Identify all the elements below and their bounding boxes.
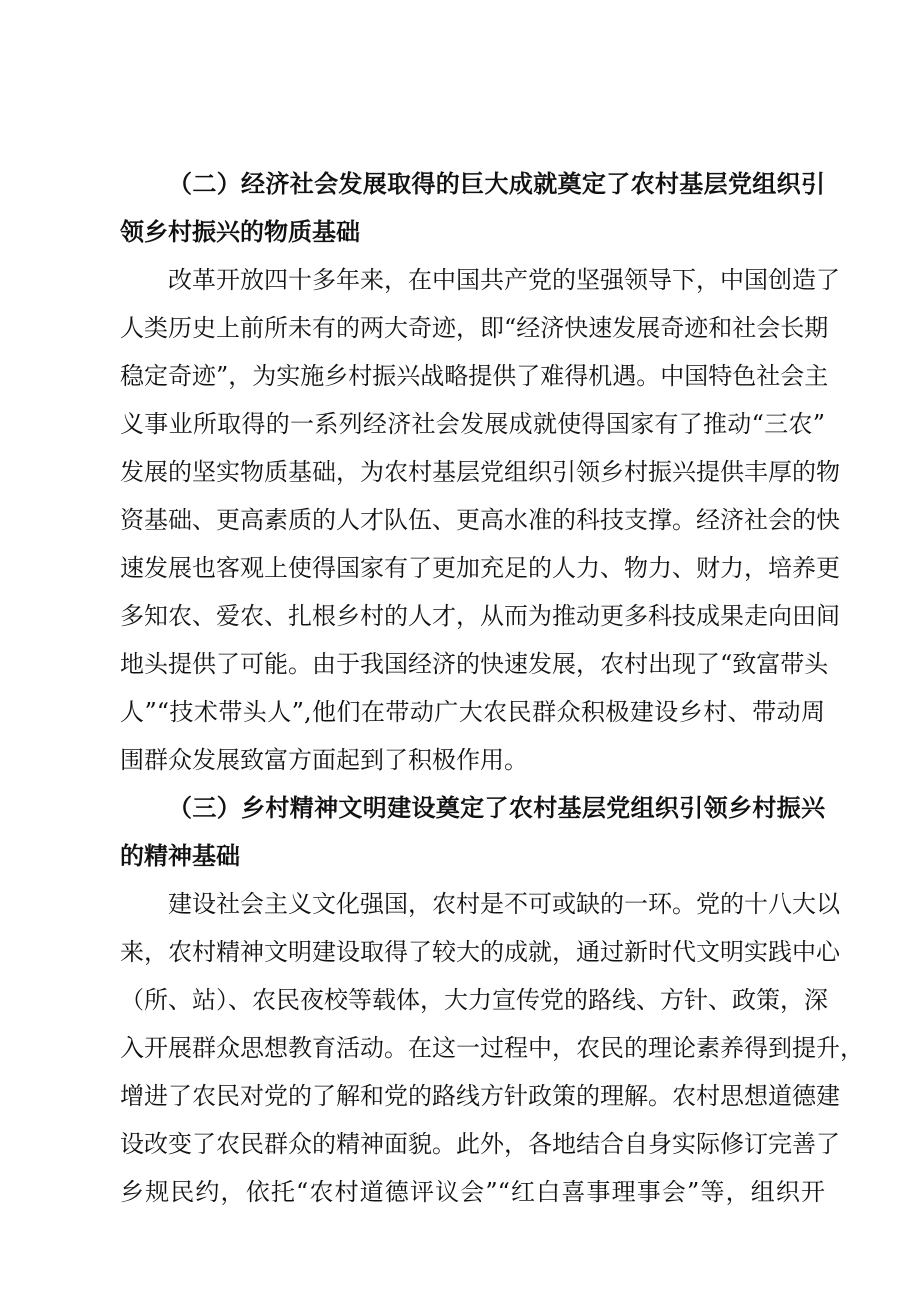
paragraph-line: 资基础、更高素质的人才队伍、更高水准的科技支撑。经济社会的快: [120, 506, 840, 534]
paragraph-line: 来，农村精神文明建设取得了较大的成就，通过新时代文明实践中心: [120, 938, 840, 966]
paragraph-line: 地头提供了可能。由于我国经济的快速发展，农村出现了“致富带头: [120, 650, 829, 678]
paragraph-line: 人类历史上前所未有的两大奇迹，即“经济快速发展奇迹和社会长期: [120, 314, 829, 342]
paragraph-line: 入开展群众思想教育活动。在这一过程中，农民的理论素养得到提升，: [120, 1034, 864, 1062]
paragraph-line: 速发展也客观上使得国家有了更加充足的人力、物力、财力，培养更: [120, 554, 840, 582]
section-3-paragraph: [120, 880, 864, 1216]
paragraph-line: 发展的坚实物质基础，为农村基层党组织引领乡村振兴提供丰厚的物: [120, 458, 840, 486]
section-3-heading: [120, 784, 825, 880]
paragraph-line: 人”“技术带头人”,他们在带动广大农民群众积极建设乡村、带动周: [120, 698, 825, 726]
paragraph-line: 改革开放四十多年来，在中国共产党的坚强领导下，中国创造了: [168, 266, 840, 294]
paragraph-line: 设改变了农民群众的精神面貌。此外，各地结合自身实际修订完善了: [120, 1130, 840, 1158]
heading-line: 的精神基础: [120, 841, 240, 870]
section-2-paragraph: [120, 256, 840, 784]
paragraph-line: （所、站）、农民夜校等载体，大力宣传党的路线、方针、政策，深: [120, 986, 828, 1014]
paragraph-line: 多知农、爱农、扎根乡村的人才，从而为推动更多科技成果走向田间: [120, 602, 840, 630]
heading-line: 领乡村振兴的物质基础: [120, 217, 360, 246]
paragraph-line: 稳定奇迹”，为实施乡村振兴战略提供了难得机遇。中国特色社会主: [120, 362, 829, 390]
heading-line: （二）经济社会发展取得的巨大成就奠定了农村基层党组织引: [168, 169, 825, 198]
paragraph-line: 建设社会主义文化强国，农村是不可或缺的一环。党的十八大以: [168, 890, 840, 918]
paragraph-line: 增进了农民对党的了解和党的路线方针政策的理解。农村思想道德建: [120, 1082, 840, 1110]
paragraph-line: 围群众发展致富方面起到了积极作用。: [120, 746, 528, 774]
section-2-heading: [120, 160, 825, 256]
paragraph-line: 乡规民约，依托“农村道德评议会”“红白喜事理事会”等，组织开: [120, 1178, 825, 1206]
heading-line: （三）乡村精神文明建设奠定了农村基层党组织引领乡村振兴: [168, 793, 825, 822]
document-page: [120, 160, 864, 1216]
paragraph-line: 义事业所取得的一系列经济社会发展成就使得国家有了推动“三农”: [120, 410, 825, 438]
